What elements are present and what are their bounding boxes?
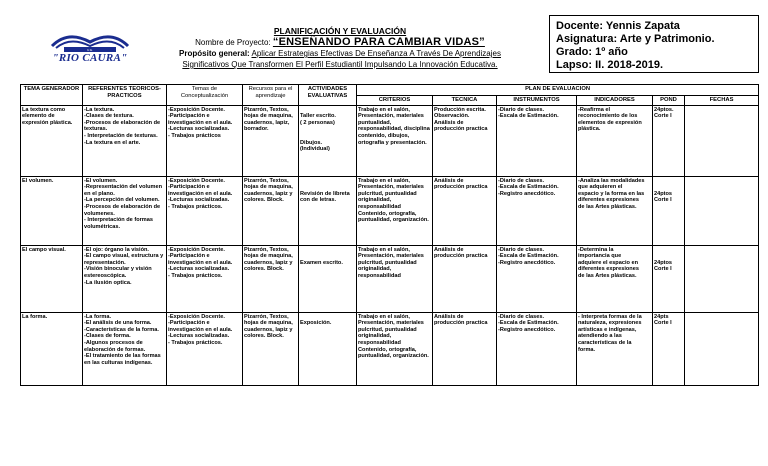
cell-line: ( 2 personas): [300, 119, 335, 126]
table-row: [21, 176, 759, 245]
cell-line: -Registro anecdótico.: [498, 259, 556, 266]
cell-line: -El campo visual, estructura y: [84, 253, 164, 260]
cell-tecnica: [433, 176, 497, 245]
cell-line: Producción escrita.: [434, 106, 486, 113]
cell-line: responsabilidad: [358, 339, 401, 346]
cell-temas: [167, 245, 243, 312]
cell-line: -Lecturas socializadas.: [168, 197, 230, 204]
col-header-tema: TEMA GENERADOR: [21, 85, 83, 106]
institution-name: "RIO CAURA": [52, 52, 128, 64]
cell-line: Pizarrón, Textos,: [244, 177, 289, 184]
cell-line: expresión plástica.: [22, 119, 73, 126]
cell-line: de las Artes plásticas.: [578, 272, 637, 279]
cell-line: investigación en el aula.: [168, 259, 233, 266]
cell-line: El volumen.: [22, 177, 54, 184]
cell-line: responsabilidad: [358, 203, 401, 210]
table-row: [21, 105, 759, 176]
cell-line: -El análisis de una forma.: [84, 320, 152, 327]
cell-line: Presentación, materiales: [358, 253, 424, 260]
cell-line: producción practica: [434, 126, 488, 133]
cell-line: -Participación e: [168, 184, 210, 191]
cell-line: Dibujos.: [300, 139, 323, 146]
cell-line: 24ptos: [654, 259, 673, 266]
cell-line: Corte I: [654, 113, 672, 120]
cell-line: [686, 314, 757, 321]
cell-line: puntualidad,: [358, 119, 392, 126]
cell-line: contenido, dibujos,: [358, 132, 410, 139]
cell-line: colores. Block.: [244, 333, 284, 340]
cell-pond: [653, 105, 685, 176]
cell-line: de las Artes plásticas.: [578, 203, 637, 210]
term: Lapso: II. 2018-2019.: [556, 59, 663, 71]
cell-line: El campo visual.: [22, 246, 66, 253]
cell-line: cuadernos, lapiz y: [244, 190, 293, 197]
document-title: PLANIFICACIÓN Y EVALUACIÓN: [273, 26, 407, 36]
cell-line: - Trabajos prácticos.: [168, 203, 223, 210]
cell-line: [300, 314, 355, 321]
cell-tema: [21, 312, 83, 385]
cell-fecha: [685, 312, 759, 385]
cell-line: Contenido, ortografía,: [358, 210, 417, 217]
cell-line: -Algunos procesos de: [84, 339, 143, 346]
cell-line: -La ilusión optica.: [84, 279, 132, 286]
cell-line: -Visión binocular y visión: [84, 266, 152, 273]
cell-line: -Diario de clases.: [498, 177, 545, 184]
cell-line: puntualidad, organización.: [358, 217, 429, 224]
cell-line: texturas.: [84, 126, 108, 133]
cell-line: pulcritud, puntualidad: [358, 326, 417, 333]
cell-line: en el plano.: [84, 190, 115, 197]
cell-line: [686, 178, 757, 185]
cell-tema: [21, 105, 83, 176]
book-emblem-icon: [44, 26, 136, 54]
cell-criterios: [357, 312, 433, 385]
cell-tema: [21, 245, 83, 312]
cell-line: volumenes.: [84, 210, 115, 217]
cell-line: investigación en el aula.: [168, 119, 233, 126]
cell-line: Corte I: [654, 320, 672, 327]
school-logo: [44, 26, 136, 66]
cell-recursos: [243, 312, 299, 385]
cell-recursos: [243, 245, 299, 312]
grade: Grado: 1º año: [556, 46, 628, 58]
cell-instrumentos: [497, 312, 577, 385]
cell-referentes: [83, 245, 167, 312]
cell-line: puntualidad, organización.: [358, 353, 429, 360]
cell-line: Trabajo en el salón,: [358, 246, 410, 253]
cell-line: cuadernos, lapiz,: [244, 119, 290, 126]
purpose-line: [150, 48, 530, 59]
cell-line: pulcritud, puntualidad: [358, 259, 417, 266]
cell-line: Pizarrón, Textos,: [244, 106, 289, 113]
cell-line: hojas de maquina,: [244, 184, 293, 191]
project-name: “ENSEÑANDO PARA CAMBIAR VIDAS”: [272, 36, 485, 48]
cell-referentes: [83, 105, 167, 176]
header-row-top: [21, 85, 759, 96]
cell-line: (Individual): [300, 146, 330, 153]
cell-line: Pizarrón, Textos,: [244, 313, 289, 320]
cell-line: -La forma.: [84, 313, 112, 320]
cell-referentes: [83, 312, 167, 385]
cell-line: [686, 247, 757, 254]
cell-line: -Procesos de elaboración de: [84, 119, 161, 126]
cell-line: reconocimiento de los: [578, 113, 638, 120]
cell-line: Observación.: [434, 113, 470, 120]
cell-line: -Escala de Estimación.: [498, 113, 559, 120]
cell-line: - Trabajos prácticos.: [168, 272, 223, 279]
project-line: [150, 37, 530, 48]
cell-line: -Diario de clases.: [498, 106, 545, 113]
cell-line: naturaleza, expresiones: [578, 320, 642, 327]
cell-line: [300, 247, 355, 254]
cell-actividades: [299, 312, 357, 385]
cell-tecnica: [433, 105, 497, 176]
cell-tecnica: [433, 312, 497, 385]
cell-line: diferentes expresiones: [578, 266, 639, 273]
cell-indicadores: [577, 105, 653, 176]
cell-line: -Participación e: [168, 253, 210, 260]
cell-line: -Registro anecdótico.: [498, 190, 556, 197]
cell-line: Presentación, materiales: [358, 320, 424, 327]
cell-line: Trabajo en el salón,: [358, 106, 410, 113]
cell-line: [654, 184, 683, 191]
purpose-text-1: Aplicar Estrategias Efectivas De Enseñanza A Través De Aprendizajes: [251, 49, 501, 58]
table-row: [21, 312, 759, 385]
cell-line: cuadernos, lapiz y: [244, 326, 293, 333]
cell-line: borrador.: [244, 126, 269, 133]
cell-line: Pizarrón, Textos,: [244, 246, 289, 253]
purpose-label: Propósito general:: [179, 49, 250, 58]
cell-line: investigación en el aula.: [168, 326, 233, 333]
cell-line: -Exposición Docente.: [168, 106, 225, 113]
cell-line: Presentación, materiales: [358, 113, 424, 120]
col-header-referentes: REFERENTES TEORICOS-PRACTICOS: [83, 85, 167, 106]
cell-actividades: [299, 176, 357, 245]
table-row: [21, 245, 759, 312]
cell-line: -Lecturas socializadas.: [168, 126, 230, 133]
cell-line: que adquieren el: [578, 184, 623, 191]
cell-line: colores. Block.: [244, 266, 284, 273]
cell-line: forma.: [578, 346, 596, 353]
cell-line: [300, 107, 355, 114]
cell-fecha: [685, 176, 759, 245]
cell-line: pulcritud, puntualidad: [358, 190, 417, 197]
cell-temas: [167, 105, 243, 176]
cell-line: - Interpreta formas de la: [578, 313, 642, 320]
cell-line: -Exposición Docente.: [168, 177, 225, 184]
cell-line: -El volumen.: [84, 177, 118, 184]
cell-line: artísticas e indígenas,: [578, 326, 637, 333]
cell-line: La textura como: [22, 106, 66, 113]
cell-indicadores: [577, 176, 653, 245]
table-body: [21, 105, 759, 385]
cell-line: [654, 253, 683, 260]
cell-line: Análisis de: [434, 246, 464, 253]
cell-line: importancia que: [578, 253, 622, 260]
cell-instrumentos: [497, 176, 577, 245]
cell-line: Trabajo en el salón,: [358, 177, 410, 184]
cell-criterios: [357, 105, 433, 176]
cell-line: -La textura en el arte.: [84, 139, 141, 146]
cell-line: [300, 184, 355, 191]
cell-line: plástica.: [578, 126, 601, 133]
cell-line: -Lecturas socializadas.: [168, 333, 230, 340]
cell-recursos: [243, 105, 299, 176]
cell-line: - Interpretación de formas: [84, 217, 154, 224]
cell-line: La forma.: [22, 313, 48, 320]
cell-line: con de letras.: [300, 197, 337, 204]
cell-line: elaboración de formas.: [84, 346, 146, 353]
cell-line: hojas de maquina,: [244, 320, 293, 327]
cell-line: Análisis de: [434, 119, 464, 126]
cell-tema: [21, 176, 83, 245]
teacher-info-box: [549, 15, 759, 73]
cell-instrumentos: [497, 245, 577, 312]
cell-line: -Diario de clases.: [498, 313, 545, 320]
svg-text:U.E.: U.E.: [87, 48, 93, 52]
cell-line: 24ptos.: [654, 106, 674, 113]
col-header-tecnica: TECNICA: [433, 96, 497, 106]
cell-line: Contenido, ortografía,: [358, 346, 417, 353]
cell-line: Revisión de libreta: [300, 190, 350, 197]
cell-line: [300, 133, 355, 140]
cell-instrumentos: [497, 105, 577, 176]
col-header-plan: PLAN DE EVALUACION: [357, 85, 759, 96]
cell-line: -Procesos de elaboración de: [84, 203, 161, 210]
cell-line: volumétricas.: [84, 223, 121, 230]
project-label: Nombre de Proyecto:: [195, 38, 271, 47]
cell-line: -Diario de clases.: [498, 246, 545, 253]
cell-line: [654, 247, 683, 254]
cell-line: cuadernos, lapiz y: [244, 259, 293, 266]
cell-line: ortografía y presentación.: [358, 139, 427, 146]
col-header-actividades: ACTIVIDADES EVALUATIVAS: [299, 85, 357, 106]
cell-referentes: [83, 176, 167, 245]
cell-line: -Escala de Estimación.: [498, 184, 559, 191]
cell-line: 24ptos: [654, 190, 673, 197]
cell-line: atendiendo a las: [578, 333, 622, 340]
cell-line: producción practica: [434, 253, 488, 260]
cell-line: Presentación, materiales: [358, 184, 424, 191]
col-header-instrumentos: INSTRUMENTOS: [497, 96, 577, 106]
cell-line: - Trabajos prácticos.: [168, 339, 223, 346]
col-header-recursos: Recursos para el aprendizaje: [243, 85, 299, 106]
purpose-text-2: Significativos Que Transformen El Perfil Estudiantil Impulsando La Innovación Educativa.: [182, 60, 498, 69]
cell-line: -La percepción del volumen.: [84, 197, 160, 204]
cell-temas: [167, 312, 243, 385]
cell-line: [300, 178, 355, 185]
cell-line: -Escala de Estimación.: [498, 253, 559, 260]
cell-line: estereoscópica.: [84, 272, 127, 279]
cell-line: elemento de: [22, 113, 55, 120]
cell-line: hojas de maquina,: [244, 253, 293, 260]
cell-line: características de la: [578, 339, 632, 346]
cell-line: representación.: [84, 259, 126, 266]
cell-line: Taller escrito.: [300, 113, 336, 120]
cell-indicadores: [577, 245, 653, 312]
col-header-pond: POND: [653, 96, 685, 106]
cell-line: originalidad,: [358, 197, 392, 204]
cell-line: elementos de expresión: [578, 119, 642, 126]
col-header-criterios: CRITERIOS: [357, 96, 433, 106]
cell-fecha: [685, 105, 759, 176]
cell-line: hojas de maquina,: [244, 113, 293, 120]
subject: Asignatura: Arte y Patrimonio.: [556, 33, 715, 45]
cell-line: responsabilidad: [358, 272, 401, 279]
cell-actividades: [299, 105, 357, 176]
cell-line: Examen escrito.: [300, 259, 343, 266]
cell-line: Exposición.: [300, 320, 332, 327]
cell-line: -Participación e: [168, 113, 210, 120]
cell-line: -Escala de Estimación.: [498, 320, 559, 327]
cell-line: -Determina la: [578, 246, 614, 253]
cell-line: originalidad,: [358, 333, 392, 340]
cell-criterios: [357, 245, 433, 312]
cell-line: responsabilidad, disciplina: [358, 126, 430, 133]
cell-criterios: [357, 176, 433, 245]
planning-table: [20, 84, 759, 386]
cell-recursos: [243, 176, 299, 245]
cell-line: -Lecturas socializadas.: [168, 266, 230, 273]
cell-pond: [653, 176, 685, 245]
cell-temas: [167, 176, 243, 245]
cell-line: -Exposición Docente.: [168, 313, 225, 320]
cell-line: -La textura.: [84, 106, 115, 113]
cell-line: originalidad,: [358, 266, 392, 273]
cell-line: Análisis de: [434, 313, 464, 320]
cell-line: -Analiza las modalidades: [578, 177, 645, 184]
cell-tecnica: [433, 245, 497, 312]
col-header-temas: Temas de Conceptualización: [167, 85, 243, 106]
cell-line: -Exposición Docente.: [168, 246, 225, 253]
cell-line: espacio y la forma en las: [578, 190, 645, 197]
cell-line: investigación en el aula.: [168, 190, 233, 197]
cell-line: [686, 107, 757, 114]
cell-line: 24pts: [654, 313, 669, 320]
cell-line: -Características de la forma.: [84, 326, 159, 333]
teacher-name: Docente: Yennis Zapata: [556, 20, 680, 32]
cell-line: - Interpretación de texturas.: [84, 132, 158, 139]
cell-line: producción practica: [434, 184, 488, 191]
cell-line: -El ojo: órgano la visión.: [84, 246, 149, 253]
cell-line: -Reafirma el: [578, 106, 611, 113]
cell-pond: [653, 245, 685, 312]
cell-line: -El tratamiento de las formas: [84, 353, 161, 360]
cell-line: -Clases de textura.: [84, 113, 134, 120]
cell-line: -Representación del volumen: [84, 184, 163, 191]
cell-fecha: [685, 245, 759, 312]
cell-line: [300, 126, 355, 133]
cell-line: [300, 253, 355, 260]
col-header-fecha: FECHAS: [685, 96, 759, 106]
cell-line: -Clases de forma.: [84, 333, 131, 340]
cell-line: -Participación e: [168, 320, 210, 327]
cell-line: en las culturas indígenas.: [84, 359, 153, 366]
cell-indicadores: [577, 312, 653, 385]
document-header: [150, 26, 530, 70]
cell-line: colores. Block.: [244, 197, 284, 204]
cell-line: Trabajo en el salón,: [358, 313, 410, 320]
cell-line: adquiere el espacio en: [578, 259, 639, 266]
col-header-indicadores: INDICADORES: [577, 96, 653, 106]
cell-line: - Trabajos prácticos: [168, 132, 221, 139]
cell-line: producción practica: [434, 320, 488, 327]
cell-line: diferentes expresiones: [578, 197, 639, 204]
cell-line: Análisis de: [434, 177, 464, 184]
cell-actividades: [299, 245, 357, 312]
cell-line: Corte I: [654, 197, 672, 204]
cell-line: [654, 178, 683, 185]
cell-line: Corte I: [654, 266, 672, 273]
cell-line: -Registro anecdótico.: [498, 326, 556, 333]
cell-pond: [653, 312, 685, 385]
